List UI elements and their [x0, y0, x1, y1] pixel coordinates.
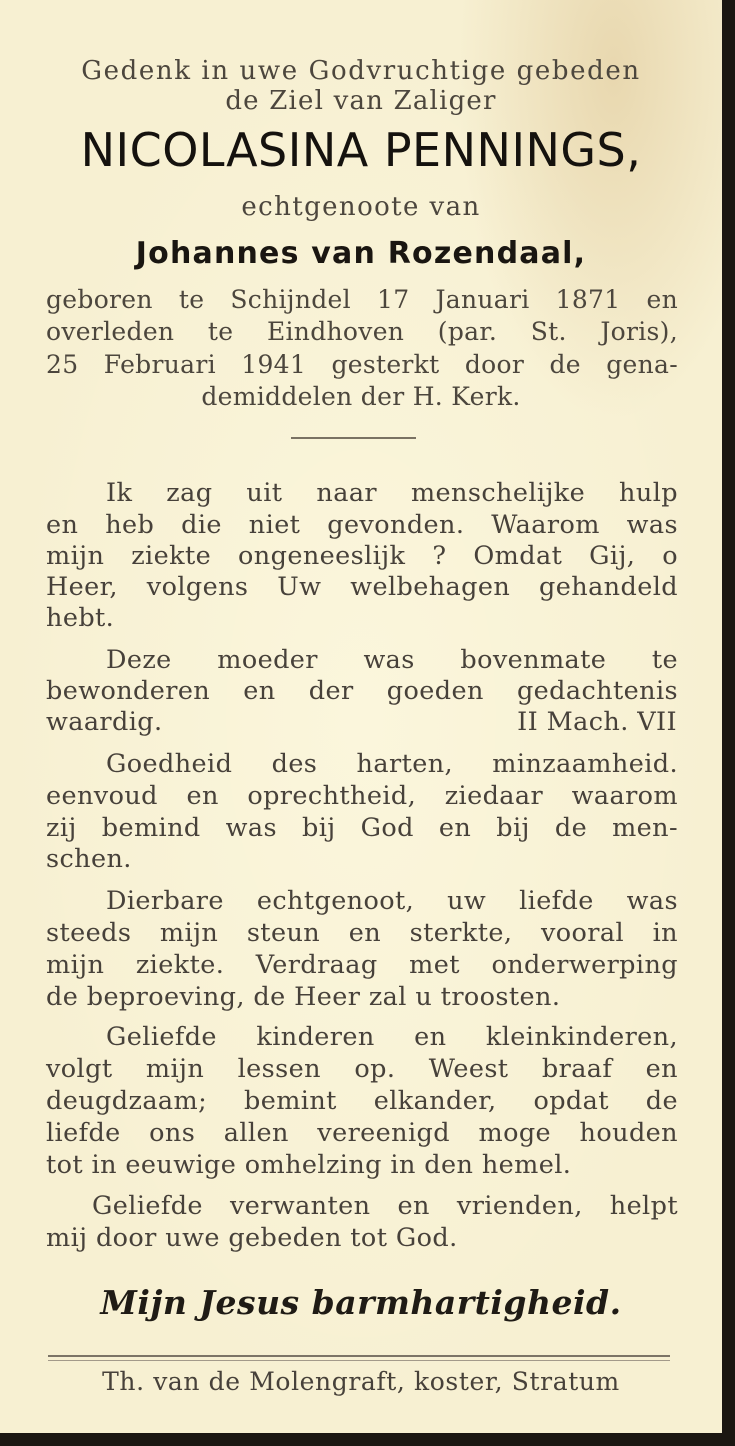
spouse-name: Johannes van Rozendaal,: [135, 236, 587, 271]
paragraph-line: de beproeving, de Heer zal u troosten.: [46, 982, 561, 1012]
paragraph-line: liefde ons allen vereenigd moge houden: [46, 1118, 678, 1148]
bio-line: demiddelen der H. Kerk.: [201, 382, 521, 411]
paragraph-line: volgt mijn lessen op. Weest braaf en: [46, 1054, 678, 1084]
intro-line-1: Gedenk in uwe Godvruchtige gebeden: [81, 56, 641, 86]
paragraph-line: Deze moeder was bovenmate te: [106, 645, 678, 675]
paragraph-line: schen.: [46, 844, 132, 874]
printer-credit: Th. van de Molengraft, koster, Stratum: [102, 1367, 620, 1396]
paragraph-line: zij bemind was bij God en bij de men-: [46, 813, 678, 843]
paragraph-line: Dierbare echtgenoot, uw liefde was: [106, 886, 678, 916]
paragraph-line: Heer, volgens Uw welbehagen gehandeld: [46, 572, 678, 602]
bio-line: geboren te Schijndel 17 Januari 1871 en: [46, 285, 678, 314]
paragraph-line: Goedheid des harten, minzaamheid.: [106, 749, 678, 779]
intro-line-2: de Ziel van Zaliger: [225, 86, 497, 116]
paragraph-line: Ik zag uit naar menschelijke hulp: [106, 478, 678, 508]
footer-rule-thin: [48, 1360, 670, 1361]
divider: [291, 437, 416, 439]
paragraph-line: tot in eeuwige omhelzing in den hemel.: [46, 1150, 572, 1180]
paragraph-line: mijn ziekte. Verdraag met onderwerping: [46, 950, 678, 980]
paragraph-line: deugdzaam; bemint elkander, opdat de: [46, 1086, 678, 1116]
paragraph-line: hebt.: [46, 603, 115, 633]
paragraph-line: mijn ziekte ongeneeslijk ? Omdat Gij, o: [46, 541, 678, 571]
closing-invocation: Mijn Jesus barmhartigheid.: [100, 1283, 622, 1322]
scripture-reference: II Mach. VII: [517, 707, 677, 737]
paragraph-line: Geliefde verwanten en vrienden, helpt: [92, 1191, 678, 1221]
deceased-name: NICOLASINA PENNINGS,: [80, 123, 642, 177]
footer-rule: [48, 1355, 670, 1357]
paragraph-line: mij door uwe gebeden tot God.: [46, 1223, 458, 1253]
bio-line: overleden te Eindhoven (par. St. Joris),: [46, 317, 678, 346]
bio-line: 25 Februari 1941 gesterkt door de gena-: [46, 350, 678, 379]
paragraph-line: eenvoud en oprechtheid, ziedaar waarom: [46, 781, 678, 811]
paragraph-line: en heb die niet gevonden. Waarom was: [46, 510, 678, 540]
paragraph-line: waardig.: [46, 707, 163, 737]
paragraph-line: bewonderen en der goeden gedachtenis: [46, 676, 678, 706]
paragraph-line: Geliefde kinderen en kleinkinderen,: [106, 1022, 678, 1052]
paragraph-line: steeds mijn steun en sterkte, vooral in: [46, 918, 678, 948]
spouse-label: echtgenoote van: [241, 192, 481, 222]
